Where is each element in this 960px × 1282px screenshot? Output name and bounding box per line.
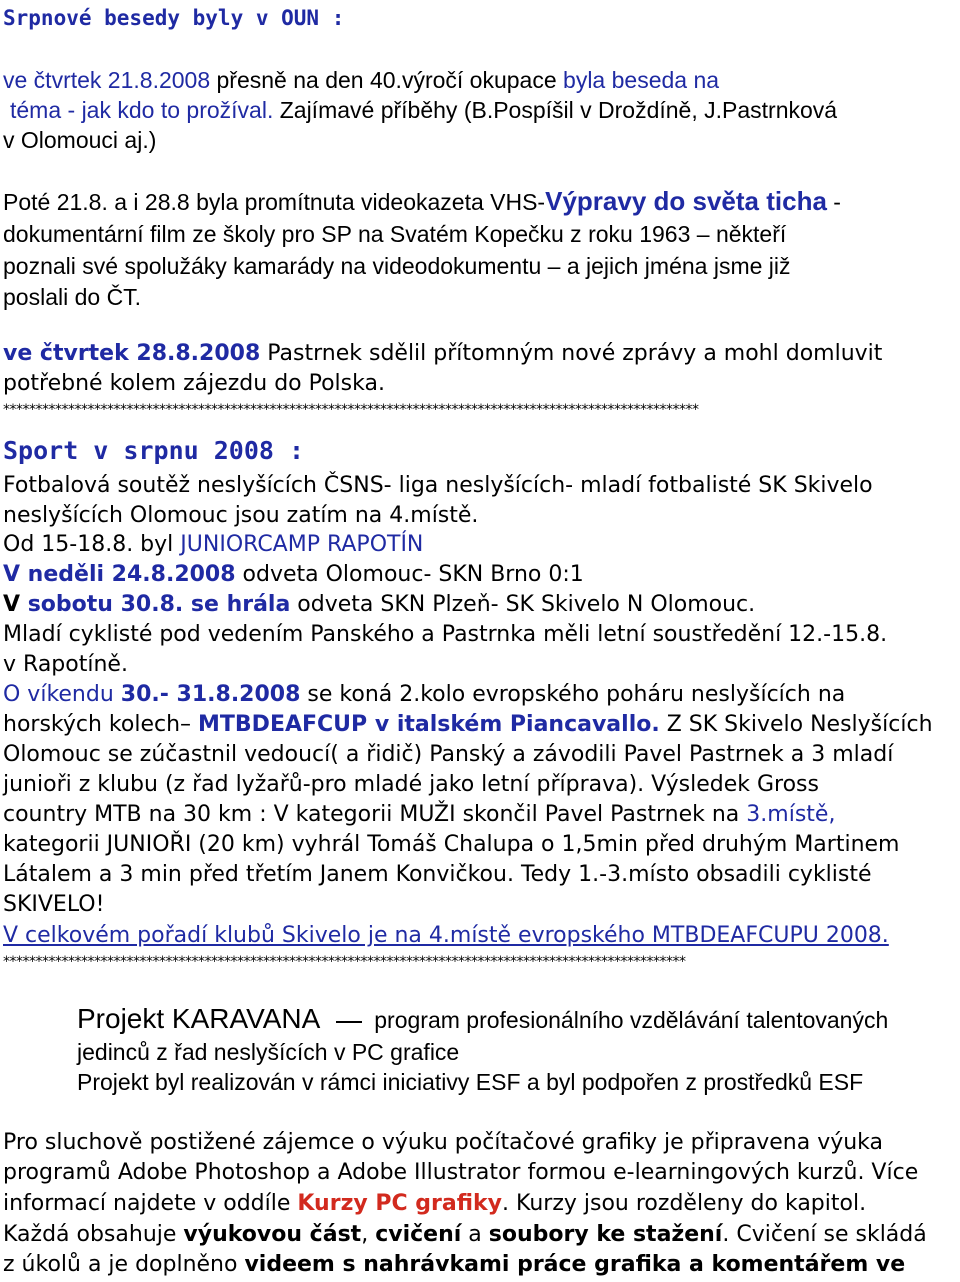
course-line-2: programů Adobe Photoshop a Adobe Illustrator formou e-learningových kurzů. Více [3,1160,919,1185]
sport-saturday: V sobotu 30.8. se hrála odveta SKN Plzeň- SK Skivelo N Olomouc. [3,592,756,617]
sport-weekend-2: horských kolech– MTBDEAFCUP v italském Piancavallo. Z SK Skivelo Neslyšících [3,712,933,737]
thursday-28-date: ve čtvrtek 28.8.2008 [3,341,261,366]
august-talk-date: ve čtvrtek 21.8.2008 [3,67,211,93]
sport-weekend-5: country MTB na 30 km : V kategorii MUŽI skončil Pavel Pastrnek na 3.místě, [3,802,836,827]
sport-heading: Sport v srpnu 2008 : [3,436,305,465]
project-line-1: Projekt KARAVANA program profesionálního vzdělávání talentovaných [77,1003,889,1034]
project-line-3: Projekt byl realizován v rámci iniciativy ESF a byl podpořen z prostředků ESF [77,1069,864,1095]
kurzy-pc-grafiky-link[interactable]: Kurzy PC grafiky [297,1191,503,1216]
course-line-5: z úkolů a je doplněno videem s nahrávkami práce grafika a komentářem ve [3,1252,906,1277]
page-heading: Srpnové besedy byly v OUN : [3,6,345,30]
mtbdeafcup-label: MTBDEAFCUP v italském Piancavallo. [198,712,660,737]
video-line-4: poslali do ČT. [3,284,142,310]
project-name: Projekt KARAVANA [77,1003,321,1034]
sport-overall-ranking: V celkovém pořadí klubů Skivelo je na 4.místě evropského MTBDEAFCUPU 2008. [3,923,889,948]
video-title: Výpravy do světa ticha [545,186,827,216]
sport-football-1: Fotbalová soutěž neslyšících ČSNS- liga neslyšících- mladí fotbalisté SK Skivelo [3,473,873,498]
separator-stars-1: *********************************************************************************************************** [3,402,699,418]
sport-weekend-3: Olomouc se zúčastnil vedoucí( a řidič) Panský a závodili Pavel Pastrnek a 3 mladí [3,742,894,767]
sport-cyclists-1: Mladí cyklisté pod vedením Panského a Pastrnka měli letní soustředění 12.-15.8. [3,622,888,647]
separator-stars-2: ********************************************************************************************************* [3,954,686,970]
sport-football-2: neslyšících Olomouc jsou zatím na 4.místě. [3,503,479,528]
thursday-28-line-1: ve čtvrtek 28.8.2008 Pastrnek sdělil přítomným nové zprávy a mohl domluvit [3,341,883,366]
sport-weekend-1: O víkendu 30.- 31.8.2008 se koná 2.kolo evropského poháru neslyšících na [3,682,846,707]
thursday-28-line-2: potřebné kolem zájezdu do Polska. [3,371,385,396]
course-line-3: informací najdete v oddíle Kurzy PC grafiky. Kurzy jsou rozděleny do kapitol. [3,1191,867,1216]
august-talk-line-1: ve čtvrtek 21.8.2008 přesně na den 40.výročí okupace byla beseda na [3,67,720,93]
project-line-2: jedinců z řad neslyšících v PC grafice [77,1039,460,1065]
video-line-1: Poté 21.8. a i 28.8 byla promítnuta videokazeta VHS-Výpravy do světa ticha - [3,186,841,216]
august-talk-line-2: téma - jak kdo to prožíval. Zajímavé příběhy (B.Pospíšil v Droždíně, J.Pastrnková [10,97,838,123]
video-line-3: poznali své spolužáky kamarády na videodokumentu – a jejich jména jsme již [3,253,791,279]
course-line-1: Pro sluchově postižené zájemce o výuku počítačové grafiky je připravena výuka [3,1130,884,1155]
sport-weekend-6: kategorii JUNIOŘI (20 km) vyhrál Tomáš Chalupa o 1,5min před druhým Martinem [3,832,900,857]
sport-sunday: V neděli 24.8.2008 odveta Olomouc- SKN Brno 0:1 [3,562,584,587]
sport-weekend-7: Látalem a 3 min před třetím Janem Konvičkou. Tedy 1.-3.místo obsadili cyklisté [3,862,872,887]
dash-divider [336,1021,362,1023]
sport-weekend-4: junioři z klubu (z řad lyžařů-pro mladé jako letní příprava). Výsledek Gross [3,772,819,797]
video-line-2: dokumentární film ze školy pro SP na Svatém Kopečku z roku 1963 – někteří [3,221,787,247]
juniorcamp-label: JUNIORCAMP RAPOTÍN [180,532,424,557]
sport-camp: Od 15-18.8. byl JUNIORCAMP RAPOTÍN [3,532,424,557]
august-talk-line-3: v Olomouci aj.) [3,127,157,153]
course-line-4: Každá obsahuje výukovou část, cvičení a soubory ke stažení. Cvičení se skládá [3,1222,927,1247]
sport-cyclists-2: v Rapotíně. [3,652,128,677]
sport-weekend-8: SKIVELO! [3,892,105,917]
